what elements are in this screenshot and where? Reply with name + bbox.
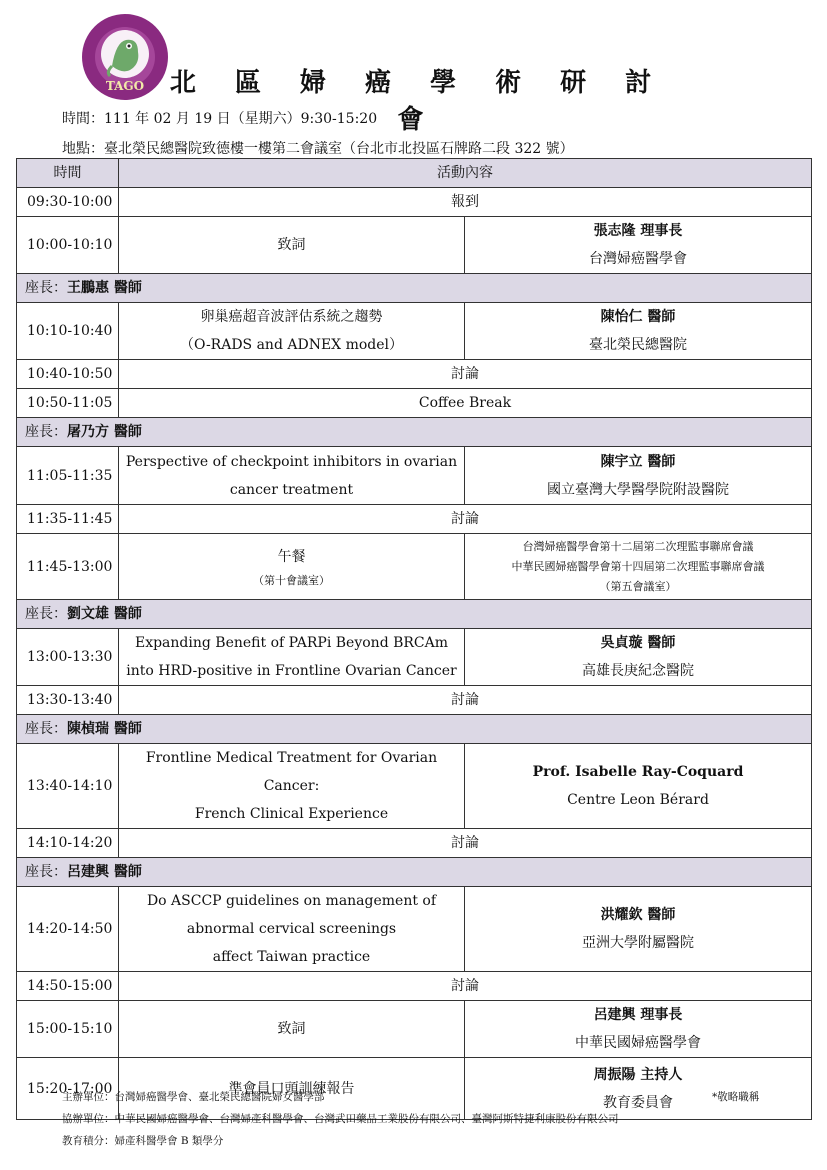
table-row: 13:00-13:30 Expanding Benefit of PARPi Beyond BRCAm into HRD-positive in Frontline Ovarian Cancer 吳貞璇 醫師 高雄長庚紀念醫院: [17, 629, 812, 686]
table-row: 10:10-10:40 卵巢癌超音波評估系統之趨勢 （O-RADS and ADNEX model） 陳怡仁 醫師 臺北榮民總醫院: [17, 303, 812, 360]
table-row: 09:30-10:00 報到: [17, 188, 812, 217]
event-time: 時間：111 年 02 月 19 日（星期六）9:30-15:20: [62, 111, 378, 127]
table-row: 15:00-15:10 致詞 呂建興 理事長 中華民國婦癌醫學會: [17, 1001, 812, 1058]
table-row: 10:50-11:05 Coffee Break: [17, 389, 812, 418]
schedule-table: [16, 158, 812, 1120]
chair-row: 座長：劉文雄 醫師: [17, 600, 812, 629]
co-organizers: 協辦單位：中華民國婦癌醫學會、台灣婦產科醫學會、台灣武田藥品工業股份有限公司、臺灣阿斯特捷利康股份有限公司: [62, 1113, 619, 1125]
chair-row: 座長：王鵬惠 醫師: [17, 274, 812, 303]
title-omitted-note: *敬略職稱: [712, 1091, 760, 1103]
tago-logo: [82, 14, 168, 100]
table-row: 14:20-14:50 Do ASCCP guidelines on management of abnormal cervical screenings affect Taiwan practice 洪耀欽 醫師 亞洲大學附屬醫院: [17, 887, 812, 972]
svg-text:TAGO: TAGO: [105, 79, 145, 93]
frog-emblem-icon: [82, 14, 168, 100]
table-row: 15:20-17:00 準會員口頭訓練報告 周振陽 主持人 教育委員會: [17, 1058, 812, 1120]
table-row: 11:45-13:00 午餐 （第十會議室） 台灣婦癌醫學會第十二屆第二次理監事聯席會議 中華民國婦癌醫學會第十四屆第二次理監事聯席會議 （第五會議室）: [17, 534, 812, 600]
table-row: 13:30-13:40 討論: [17, 686, 812, 715]
chair-row: 座長：呂建興 醫師: [17, 858, 812, 887]
table-row: 13:40-14:10 Frontline Medical Treatment for Ovarian Cancer: French Clinical Experience Prof. Isabelle Ray-Coquard Centre Leon Bérard: [17, 744, 812, 829]
host-organizers: 主辦單位：台灣婦癌醫學會、臺北榮民總醫院婦女醫學部: [62, 1091, 325, 1103]
chair-row: 座長：陳楨瑞 醫師: [17, 715, 812, 744]
page-title: 北 區 婦 癌 學 術 研 討 會: [169, 68, 667, 135]
table-row: 14:10-14:20 討論: [17, 829, 812, 858]
table-header: [17, 159, 812, 188]
table-row: 10:00-10:10 致詞 張志隆 理事長 台灣婦癌醫學會: [17, 217, 812, 274]
event-location: 地點：臺北榮民總醫院致德樓一樓第二會議室（台北市北投區石牌路二段 322 號）: [62, 141, 574, 157]
content-header: 活動內容: [119, 159, 812, 188]
table-row: 11:05-11:35 Perspective of checkpoint inhibitors in ovarian cancer treatment 陳宇立 醫師 國立臺灣大學醫學院附設醫院: [17, 447, 812, 505]
table-row: 14:50-15:00 討論: [17, 972, 812, 1001]
education-credits: 教育積分：婦產科醫學會 B 類學分: [62, 1135, 224, 1147]
chair-row: 座長：屠乃方 醫師: [17, 418, 812, 447]
table-row: 11:35-11:45 討論: [17, 505, 812, 534]
table-row: 10:40-10:50 討論: [17, 360, 812, 389]
time-header: 時間: [17, 159, 119, 188]
